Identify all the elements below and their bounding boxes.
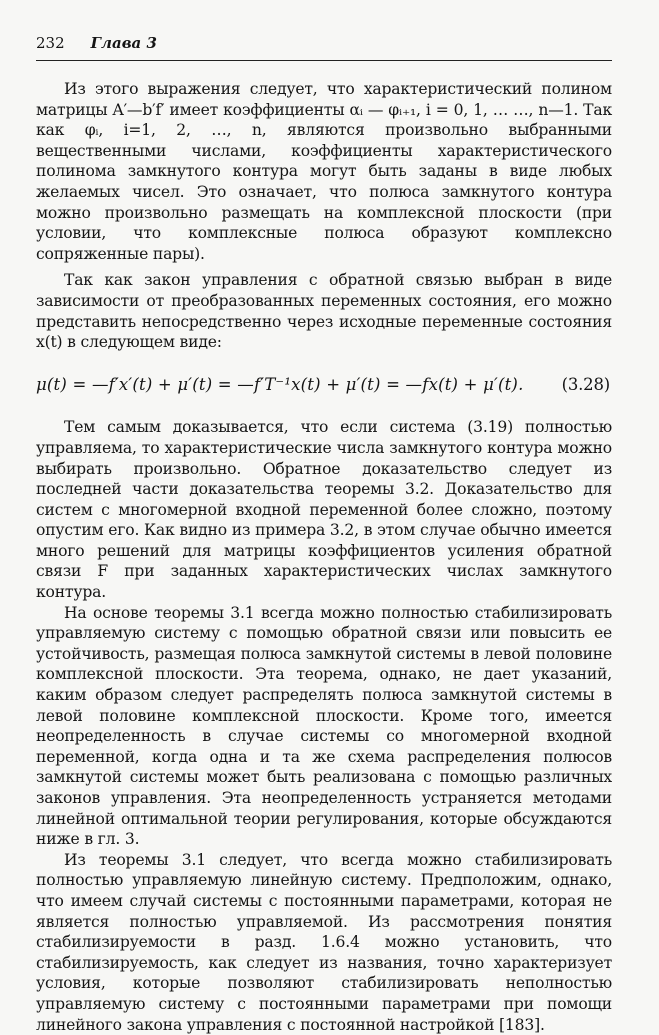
body-text [36,79,612,1035]
equation-expression: μ(t) = —f′x′(t) + μ′(t) = —f′T⁻¹x(t) + μ′(t) = —fx(t) + μ′(t). [36,374,524,394]
page [36,34,612,1035]
running-header [36,34,612,61]
chapter-title: Глава 3 [90,34,157,52]
equation-3-28 [36,375,612,396]
paragraph-4: На основе теоремы 3.1 всегда можно полностью стабилизировать управляемую систему с помощью обратной связи или повысить ее устойчивость, размещая полюса замкнутой системы в левой половине комплексной плоскости. Эта теорема, однако, не дает указаний, каким образом следует распределять полюса замкнутой системы в левой половине комплексной плоскости. Кроме того, имеется неопределенность в случае системы со многомерной входной переменной, когда одна и та же схема распределения полюсов замкнутой системы может быть реализована с помощью различных законов управления. Эта неопределенность устраняется методами линейной оптимальной теории регулирования, которые обсуждаются ниже в гл. 3. [36,603,612,849]
paragraph-1: Из этого выражения следует, что характеристический полином матрицы A′—b′f′ имеет коэффициенты αᵢ — φᵢ₊₁, i = 0, 1, … …, n—1. Так как φᵢ, i=1, 2, …, n, являются произвольно выбранными вещественными числами, коэффициенты характеристического полинома замкнутого контура могут быть заданы в виде любых желаемых чисел. Это означает, что полюса замкнутого контура можно произвольно размещать на комплексной плоскости (при условии, что комплексные полюса образуют комплексно сопряженные пары). [36,80,612,263]
page-number: 232 [36,34,65,52]
paragraph-3: Тем самым доказывается, что если система (3.19) полностью управляема, то характеристические числа замкнутого контура можно выбирать произвольно. Обратное доказательство следует из последней части доказательства теоремы 3.2. Доказательство для систем с многомерной входной переменной более сложно, поэтому опустим его. Как видно из примера 3.2, в этом случае обычно имеется много решений для матрицы коэффициентов усиления обратной связи F при заданных характеристических числах замкнутого контура. [36,418,612,602]
paragraph-2: Так как закон управления с обратной связью выбран в виде зависимости от преобразованных переменных состояния, его можно представить непосредственно через исходные переменные состояния x(t) в следующем виде: [36,271,612,352]
paragraph-5: Из теоремы 3.1 следует, что всегда можно стабилизировать полностью управляемую линейную систему. Предположим, однако, что имеем случай системы с постоянными параметрами, которая не является полностью управляемой. Из рассмотрения понятия стабилизируемости в разд. 1.6.4 можно установить, что стабилизируемость, как следует из названия, точно характеризует условия, которые позволяют стабилизировать неполностью управляемую систему с постоянными параметрами при помощи линейного закона управления с постоянной настройкой [183]. [36,850,612,1034]
equation-number: (3.28) [561,374,610,394]
